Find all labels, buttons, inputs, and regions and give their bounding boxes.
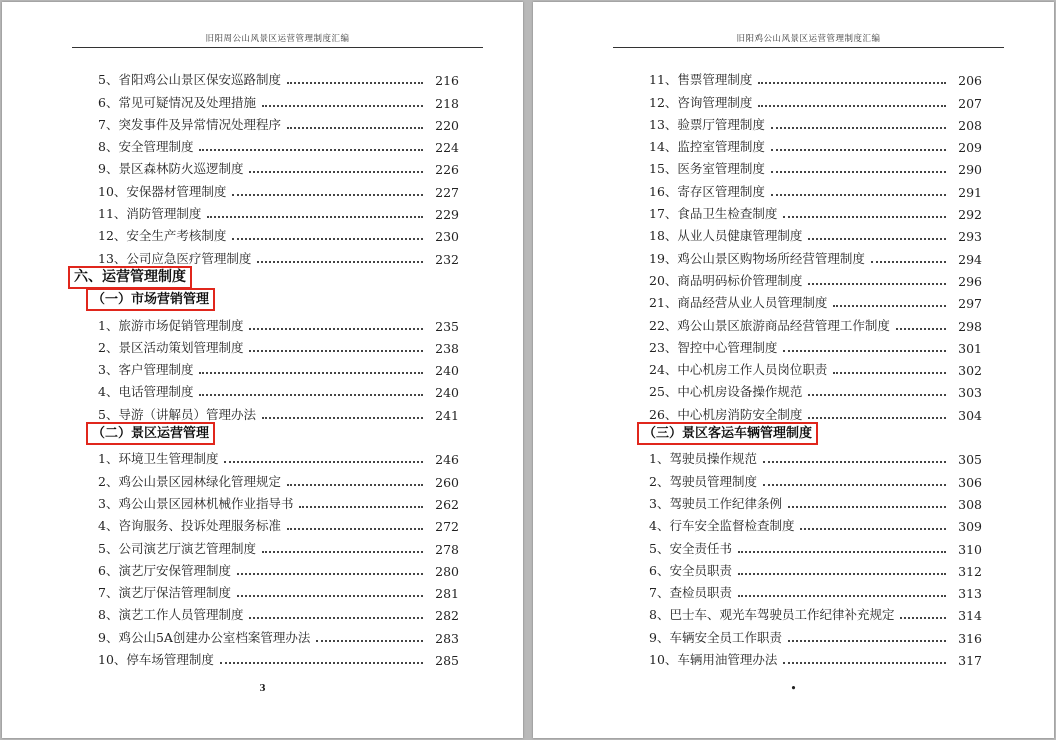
toc-entry-page: 282 (435, 608, 459, 624)
dot-leader (199, 149, 423, 151)
toc-entry-page: 298 (958, 318, 982, 334)
dot-leader (758, 82, 946, 84)
toc-entry-title: 5、省阳鸡公山景区保安巡路制度 (98, 72, 281, 88)
toc-entry-title: 20、商品明码标价管理制度 (649, 272, 803, 288)
dot-leader (220, 662, 423, 664)
toc-entry (623, 490, 982, 512)
toc-entry-title: 23、智控中心管理制度 (649, 339, 778, 355)
toc-entry (72, 646, 459, 668)
dot-leader (808, 417, 946, 419)
dot-leader (249, 617, 423, 619)
toc-entry-page: 293 (958, 229, 982, 245)
dot-leader (896, 328, 946, 330)
toc-entry-title: 18、从业人员健康管理制度 (649, 228, 803, 244)
toc-entry (72, 490, 459, 512)
toc-entry (72, 356, 459, 378)
highlight-box: 六、运营管理制度 (68, 266, 192, 289)
toc-entry (623, 200, 982, 222)
toc-entry-title: 2、驾驶员管理制度 (649, 473, 757, 489)
dot-leader (738, 551, 946, 553)
toc-entry (623, 467, 982, 489)
toc-entry-title: 6、常见可疑情况及处理措施 (98, 94, 256, 110)
toc-entry-page: 301 (958, 340, 982, 356)
toc-entry (72, 334, 459, 356)
dot-leader (833, 305, 946, 307)
dot-leader (738, 573, 946, 575)
toc-entry-page: 308 (958, 496, 982, 512)
page-number: • (790, 684, 797, 694)
dot-leader (788, 506, 946, 508)
dot-leader (763, 461, 946, 463)
toc-entry-page: 310 (958, 541, 982, 557)
highlight-box: （三）景区客运车辆管理制度 (637, 422, 818, 445)
subsection-heading (72, 423, 459, 445)
left-page (2, 2, 523, 738)
toc-entry (623, 289, 982, 311)
toc-entry (623, 222, 982, 244)
dot-leader (287, 82, 423, 84)
dot-leader (262, 551, 423, 553)
dot-leader (808, 283, 946, 285)
dot-leader (232, 194, 423, 196)
dot-leader (771, 127, 946, 129)
toc-entry (623, 646, 982, 668)
dot-leader (788, 640, 946, 642)
toc-entry-title: 22、鸡公山景区旅游商品经营管理工作制度 (649, 317, 890, 333)
dot-leader (237, 595, 423, 597)
toc-entry-title: 6、演艺厅安保管理制度 (98, 562, 231, 578)
toc-entry (623, 557, 982, 579)
toc-entry-page: 313 (958, 586, 982, 602)
highlight-box: （二）景区运营管理 (86, 422, 215, 445)
toc-entry-page: 285 (435, 653, 459, 669)
dot-leader (758, 105, 946, 107)
toc-entry-page: 238 (435, 340, 459, 356)
dot-leader (763, 484, 946, 486)
toc-entry-page: 218 (435, 95, 459, 111)
toc-entry-title: 10、车辆用油管理办法 (649, 652, 778, 668)
toc-entry-page: 306 (958, 474, 982, 490)
dot-leader (207, 216, 423, 218)
toc-entry-title: 4、电话管理制度 (98, 384, 194, 400)
dot-leader (771, 194, 946, 196)
toc-entry-title: 10、停车场管理制度 (98, 652, 214, 668)
subsection-heading (72, 289, 459, 311)
toc-entry (72, 222, 459, 244)
toc-entry (623, 400, 982, 422)
toc-entry-page: 291 (958, 184, 982, 200)
toc-entry (72, 155, 459, 177)
dot-leader (232, 238, 423, 240)
toc-entry-page: 207 (958, 95, 982, 111)
toc-entry-title: 2、鸡公山景区园林绿化管理规定 (98, 473, 281, 489)
dot-leader (237, 573, 423, 575)
toc-entry (623, 111, 982, 133)
toc-entry (623, 88, 982, 110)
toc-entry-page: 305 (958, 452, 982, 468)
toc-entry-page: 230 (435, 229, 459, 245)
toc-entry (72, 88, 459, 110)
toc-entry-title: 8、安全管理制度 (98, 139, 194, 155)
toc-entry (72, 111, 459, 133)
toc-entry-title: 5、安全责任书 (649, 540, 732, 556)
toc-entry-title: 7、演艺厅保洁管理制度 (98, 585, 231, 601)
toc-entry (72, 66, 459, 88)
dot-leader (299, 506, 423, 508)
toc-entry-title: 4、行车安全监督检查制度 (649, 518, 795, 534)
highlight-box: （一）市场营销管理 (86, 288, 215, 311)
toc-entry (72, 200, 459, 222)
dot-leader (199, 372, 423, 374)
dot-leader (783, 350, 946, 352)
toc-entry-page: 292 (958, 207, 982, 223)
dot-leader (257, 261, 423, 263)
toc-entry-page: 241 (435, 407, 459, 423)
dot-leader (738, 595, 946, 597)
toc-entry-title: 10、安保器材管理制度 (98, 183, 227, 199)
toc-entry-page: 220 (435, 117, 459, 133)
toc-entry (623, 155, 982, 177)
toc-entry-page: 232 (435, 251, 459, 267)
toc-entry-title: 5、公司演艺厅演艺管理制度 (98, 540, 256, 556)
toc-entry (72, 512, 459, 534)
toc-list (72, 66, 459, 668)
dot-leader (287, 484, 423, 486)
toc-entry-title: 11、消防管理制度 (98, 206, 202, 222)
toc-entry-page: 302 (958, 363, 982, 379)
toc-entry-title: 1、旅游市场促销管理制度 (98, 317, 244, 333)
toc-entry-page: 294 (958, 251, 982, 267)
toc-entry-title: 3、鸡公山景区园林机械作业指导书 (98, 495, 294, 511)
toc-entry-page: 206 (958, 73, 982, 89)
right-page (533, 2, 1054, 738)
toc-entry-title: 12、安全生产考核制度 (98, 228, 227, 244)
toc-entry-title: 7、查检员职责 (649, 585, 732, 601)
toc-list (623, 66, 982, 668)
toc-entry-title: 5、导游（讲解员）管理办法 (98, 406, 256, 422)
toc-entry-title: 15、医务室管理制度 (649, 161, 765, 177)
dot-leader (249, 328, 423, 330)
toc-entry (623, 601, 982, 623)
dot-leader (783, 662, 946, 664)
toc-entry (72, 311, 459, 333)
toc-entry-title: 8、巴士车、观光车驾驶员工作纪律补充规定 (649, 607, 895, 623)
toc-entry-title: 16、寄存区管理制度 (649, 183, 765, 199)
toc-entry-page: 317 (958, 653, 982, 669)
toc-entry-title: 26、中心机房消防安全制度 (649, 406, 803, 422)
toc-entry-page: 281 (435, 586, 459, 602)
toc-entry-title: 9、车辆安全员工作职责 (649, 629, 782, 645)
toc-entry-title: 8、演艺工作人员管理制度 (98, 607, 244, 623)
page-header: 旧阳周公山风景区运营管理制度汇编 (72, 32, 483, 48)
dot-leader (808, 394, 946, 396)
dot-leader (199, 394, 423, 396)
toc-entry-title: 14、监控室管理制度 (649, 139, 765, 155)
toc-entry (72, 133, 459, 155)
toc-entry-page: 216 (435, 73, 459, 89)
toc-entry-title: 11、售票管理制度 (649, 72, 753, 88)
toc-entry-page: 229 (435, 207, 459, 223)
toc-entry-title: 4、咨询服务、投诉处理服务标准 (98, 518, 281, 534)
toc-entry (72, 534, 459, 556)
toc-entry-page: 290 (958, 162, 982, 178)
toc-entry (623, 445, 982, 467)
toc-entry (72, 623, 459, 645)
dot-leader (316, 640, 423, 642)
toc-entry (72, 601, 459, 623)
toc-entry-page: 309 (958, 519, 982, 535)
dot-leader (771, 171, 946, 173)
toc-entry-page: 303 (958, 385, 982, 401)
toc-entry-title: 19、鸡公山景区购物场所经营管理制度 (649, 250, 865, 266)
toc-entry-page: 316 (958, 630, 982, 646)
toc-entry-page: 240 (435, 363, 459, 379)
toc-entry (623, 311, 982, 333)
toc-entry-page: 314 (958, 608, 982, 624)
toc-entry-title: 13、公司应急医疗管理制度 (98, 250, 252, 266)
dot-leader (249, 171, 423, 173)
toc-entry-page: 297 (958, 296, 982, 312)
dot-leader (224, 461, 423, 463)
toc-entry-title: 13、验票厅管理制度 (649, 116, 765, 132)
toc-entry (72, 177, 459, 199)
toc-entry-title: 6、安全员职责 (649, 562, 732, 578)
page-header: 旧阳鸡公山风景区运营管理制度汇编 (613, 32, 1004, 48)
toc-entry-page: 278 (435, 541, 459, 557)
toc-entry-title: 21、商品经营从业人员管理制度 (649, 295, 828, 311)
toc-entry-title: 9、鸡公山5A创建办公室档案管理办法 (98, 629, 311, 645)
toc-entry-title: 12、咨询管理制度 (649, 94, 753, 110)
toc-entry-page: 312 (958, 563, 982, 579)
dot-leader (800, 528, 946, 530)
toc-entry-title: 1、驾驶员操作规范 (649, 451, 757, 467)
toc-entry (72, 557, 459, 579)
toc-entry (623, 356, 982, 378)
toc-entry (623, 534, 982, 556)
toc-entry-page: 260 (435, 474, 459, 490)
toc-entry (623, 579, 982, 601)
toc-entry (623, 512, 982, 534)
page-number: 3 (259, 684, 266, 694)
toc-entry-page: 240 (435, 385, 459, 401)
toc-entry (623, 133, 982, 155)
toc-entry (72, 244, 459, 266)
toc-entry-title: 24、中心机房工作人员岗位职责 (649, 362, 828, 378)
dot-leader (287, 127, 423, 129)
toc-entry-page: 209 (958, 140, 982, 156)
toc-entry (623, 623, 982, 645)
toc-entry-title: 7、突发事件及异常情况处理程序 (98, 116, 281, 132)
toc-entry-page: 235 (435, 318, 459, 334)
dot-leader (262, 417, 423, 419)
toc-entry-page: 280 (435, 563, 459, 579)
toc-entry (623, 267, 982, 289)
section-heading (72, 267, 459, 289)
dot-leader (783, 216, 946, 218)
toc-entry-title: 25、中心机房设备操作规范 (649, 384, 803, 400)
toc-entry-title: 17、食品卫生检查制度 (649, 206, 778, 222)
toc-entry-page: 208 (958, 117, 982, 133)
toc-entry-page: 272 (435, 519, 459, 535)
toc-entry-title: 3、客户管理制度 (98, 362, 194, 378)
toc-entry (72, 445, 459, 467)
toc-entry-title: 2、景区活动策划管理制度 (98, 339, 244, 355)
toc-entry (72, 400, 459, 422)
dot-leader (249, 350, 423, 352)
toc-entry-page: 283 (435, 630, 459, 646)
toc-entry-page: 246 (435, 452, 459, 468)
dot-leader (833, 372, 946, 374)
subsection-heading (623, 423, 982, 445)
toc-entry (72, 378, 459, 400)
toc-entry-title: 3、驾驶员工作纪律条例 (649, 495, 782, 511)
dot-leader (287, 528, 423, 530)
toc-entry-page: 226 (435, 162, 459, 178)
dot-leader (871, 261, 946, 263)
dot-leader (771, 149, 946, 151)
toc-entry (623, 66, 982, 88)
toc-entry-page: 304 (958, 407, 982, 423)
toc-entry (623, 334, 982, 356)
toc-entry (623, 378, 982, 400)
toc-entry (623, 177, 982, 199)
dot-leader (262, 105, 423, 107)
toc-entry (623, 244, 982, 266)
toc-entry (72, 467, 459, 489)
toc-entry-title: 9、景区森林防火巡逻制度 (98, 161, 244, 177)
toc-entry-page: 296 (958, 273, 982, 289)
toc-entry-title: 1、环境卫生管理制度 (98, 451, 219, 467)
dot-leader (900, 617, 946, 619)
toc-entry-page: 224 (435, 140, 459, 156)
toc-entry-page: 262 (435, 496, 459, 512)
toc-entry (72, 579, 459, 601)
dot-leader (808, 238, 946, 240)
toc-entry-page: 227 (435, 184, 459, 200)
